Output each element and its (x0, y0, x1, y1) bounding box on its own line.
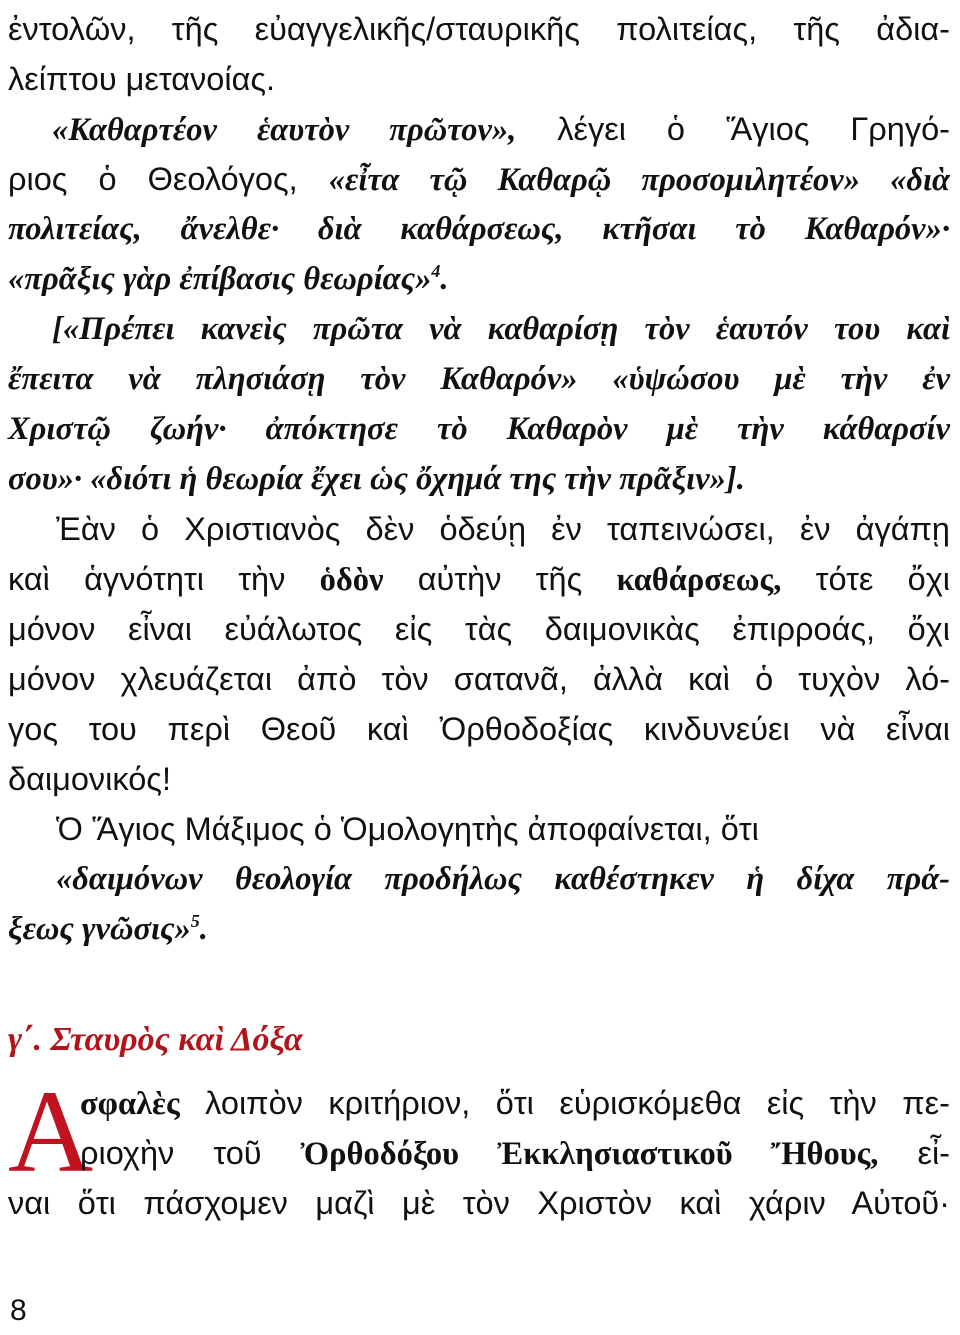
section-heading: γ΄. Σταυρὸς καὶ Δόξα (8, 1021, 303, 1058)
line-text: λείπτου μετανοίας. (8, 61, 276, 97)
text-line (8, 4, 950, 54)
text-line (8, 1078, 950, 1128)
text-line (8, 404, 950, 454)
text-line (8, 454, 950, 504)
text-line (8, 754, 950, 804)
emphasis-quote: [«Πρέπει κανεὶς πρῶτα νὰ καθαρίσῃ τὸν ἑαυτόν του καὶ (52, 311, 950, 347)
line-text: ἐντολῶν, τῆς εὐαγγελικῆς/σταυρικῆς πολιτείας, τῆς ἀδια- (8, 11, 950, 47)
emphasis-quote: ξεως γνῶσις» (8, 911, 191, 947)
emphasis-quote: «πρᾶξις γὰρ ἐπίβασις θεωρίας» (8, 261, 432, 297)
emphasis-quote: Χριστῷ ζωήν· ἀπόκτησε τὸ Καθαρὸν μὲ τὴν κάθαρσίν (8, 411, 950, 447)
line-text: . (199, 911, 208, 947)
line-text: μόνον εἶναι εὐάλωτος εἰς τὰς δαιμονικὰς ἐπιρροάς, ὄχι (8, 611, 950, 647)
line-text: δαιμονικός! (8, 761, 171, 797)
line-text: Ὁ Ἅγιος Μάξιμος ὁ Ὁμολογητὴς ἀποφαίνεται, ὅτι (56, 811, 759, 847)
text-line (8, 1178, 950, 1228)
bold-term: καθάρσεως, (616, 562, 782, 598)
line-text: ναι ὅτι πάσχομεν μαζὶ μὲ τὸν Χριστὸν καὶ χάριν Αὐτοῦ· (8, 1185, 950, 1221)
text-line (8, 104, 950, 154)
footnote-ref[interactable]: 4 (431, 261, 441, 282)
text-line (8, 654, 950, 704)
text-line (8, 554, 950, 604)
text-line (8, 154, 950, 204)
page-number: 8 (10, 1294, 27, 1327)
text-line (8, 704, 950, 754)
line-text: Ἐὰν ὁ Χριστιανὸς δὲν ὁδεύῃ ἐν ταπεινώσει, ἐν ἀγάπῃ (56, 511, 950, 547)
line-text: αὐτὴν τῆς (383, 561, 617, 597)
emphasis-quote: σου»· «διότι ἡ θεωρία ἔχει ὡς ὄχημά της τὴν πρᾶξιν»]. (8, 461, 745, 497)
text-line (8, 904, 950, 954)
text-line (8, 804, 950, 854)
footnote-ref[interactable]: 5 (190, 911, 200, 932)
line-text: τότε ὄχι (781, 561, 950, 597)
line-text: . (440, 261, 449, 297)
text-line (8, 504, 950, 554)
line-text: γος του περὶ Θεοῦ καὶ Ὀρθοδοξίας κινδυνεύει νὰ εἶναι (8, 711, 950, 747)
text-line (8, 604, 950, 654)
emphasis-quote: «δαιμόνων θεολογία προδήλως καθέστηκεν ἡ δίχα πρά- (56, 861, 950, 897)
emphasis-quote: ἔπειτα νὰ πλησιάσῃ τὸν Καθαρόν» «ὑψώσου μὲ τὴν ἐν (8, 361, 950, 397)
line-text: ριοχὴν τοῦ (80, 1135, 301, 1171)
text-line (8, 54, 950, 104)
line-text: λέγει ὁ Ἅγιος Γρηγό- (516, 111, 950, 147)
line-text: καὶ ἁγνότητι τὴν (8, 561, 320, 597)
emphasis-quote: «εἶτα τῷ Καθαρῷ προσομιλητέον» «διὰ (328, 162, 951, 198)
emphasis-quote: πολιτείας, ἄνελθε· διὰ καθάρσεως, κτῆσαι τὸ Καθαρόν»· (8, 211, 950, 247)
line-text: εἶ- (878, 1135, 950, 1171)
text-line (8, 854, 950, 904)
text-line (8, 204, 950, 254)
line-text: λοιπὸν κριτήριον, ὅτι εὑρισκόμεθα εἰς τὴν πε- (179, 1085, 950, 1121)
bold-term: σφαλὲς (80, 1086, 180, 1122)
text-line (8, 304, 950, 354)
section-spacer (8, 954, 950, 1010)
page-body (8, 4, 950, 1228)
bold-term: ὁδὸν (319, 562, 384, 598)
text-line (8, 254, 950, 304)
drop-cap-letter: Α (8, 1066, 94, 1197)
line-text: ριος ὁ Θεολόγος, (8, 161, 329, 197)
text-line (8, 1128, 950, 1178)
text-line (8, 354, 950, 404)
line-text: μόνον χλευάζεται ἀπὸ τὸν σατανᾶ, ἀλλὰ καὶ ὁ τυχὸν λό- (8, 661, 950, 697)
emphasis-quote: «Καθαρτέον ἑαυτὸν πρῶτον», (52, 112, 517, 148)
bold-term: Ὀρθοδόξου Ἐκκλησιαστικοῦ Ἤθους, (300, 1136, 879, 1172)
drop-cap-paragraph (8, 1066, 950, 1228)
